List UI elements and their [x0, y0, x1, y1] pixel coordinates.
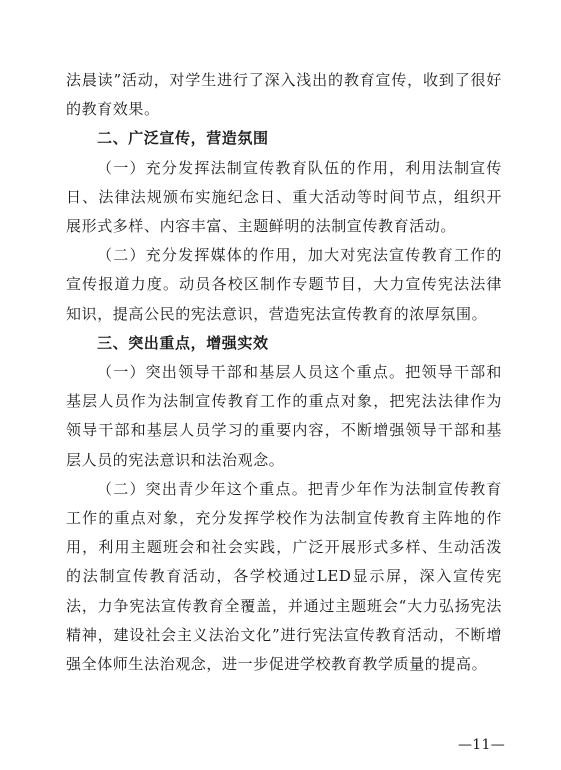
page-number: —11— — [457, 737, 505, 753]
document-body — [66, 66, 502, 679]
paragraph-continuation: 法晨读”活动，对学生进行了深入浅出的教育宣传，收到了很好的教育效果。 — [66, 71, 502, 119]
paragraph-3-1: （一）突出领导干部和基层人员这个重点。把领导干部和基层人员作为法制宣传教育工作的重点对象，把宪法法律作为领导干部和基层人员学习的重要内容，不断增强领导干部和基层人员的宪法意识和法治观念。 — [66, 363, 502, 469]
section-heading-two: 二、广泛宣传，营造氛围 — [97, 129, 269, 148]
section-heading-three: 三、突出重点，增强实效 — [97, 333, 269, 352]
paragraph-3-2: （二）突出青少年这个重点。把青少年作为法制宣传教育工作的重点对象，充分发挥学校作为法制宣传教育主阵地的作用，利用主题班会和社会实践，广泛开展形式多样、生动活泼的法制宣传教育活动，各学校通过LED显示屏，深入宣传宪法，力争宪法宣传教育全覆盖，并通过主题班会“大力弘扬宪法精神，建设社会主义法治文化”进行宪法宣传教育活动，不断增强全体师生法治观念，进一步促进学校教育教学质量的提高。 — [66, 479, 502, 674]
paragraph-2-1: （一）充分发挥法制宣传教育队伍的作用，利用法制宣传日、法律法规颁布实施纪念日、重大活动等时间节点，组织开展形式多样、内容丰富、主题鲜明的法制宣传教育活动。 — [66, 158, 502, 236]
paragraph-2-2: （二）充分发挥媒体的作用，加大对宪法宣传教育工作的宣传报道力度。动员各校区制作专题节目，大力宣传宪法法律知识，提高公民的宪法意识，营造宪法宣传教育的浓厚氛围。 — [66, 246, 502, 323]
